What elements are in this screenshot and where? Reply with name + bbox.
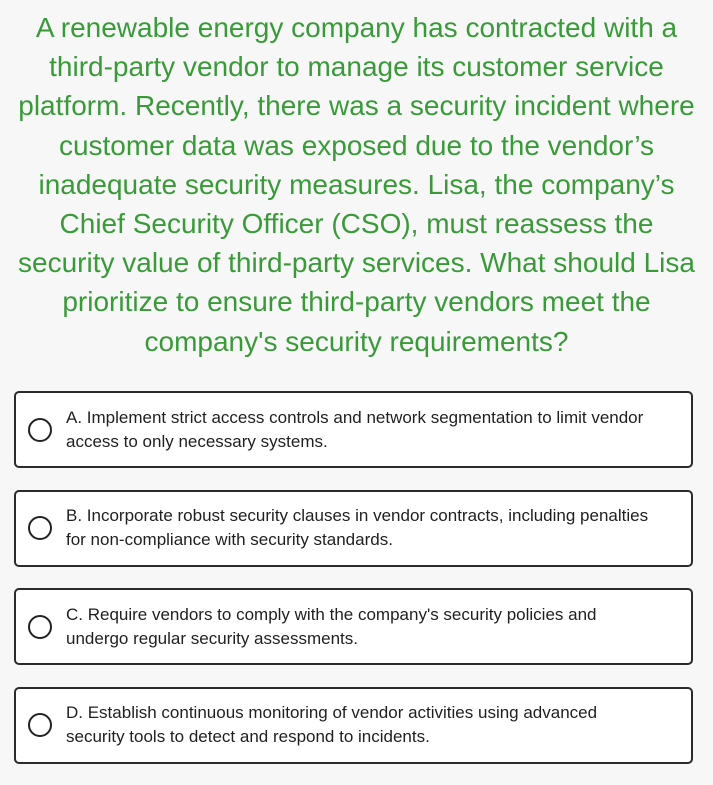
option-a-label: A. Implement strict access controls and network segmentation to limit vendor access to only necessary systems. — [66, 407, 644, 451]
radio-unchecked-icon[interactable] — [28, 615, 52, 639]
answer-options — [14, 391, 693, 785]
option-b-label: B. Incorporate robust security clauses in vendor contracts, including penalties for non-compliance with security standards. — [66, 506, 649, 549]
option-a[interactable] — [14, 391, 693, 468]
radio-unchecked-icon[interactable] — [28, 516, 52, 540]
option-c[interactable] — [14, 588, 693, 665]
radio-unchecked-icon[interactable] — [28, 418, 52, 442]
option-b[interactable] — [14, 490, 693, 567]
option-c-label: C. Require vendors to comply with the company's security policies and undergo regular security assessments. — [66, 604, 597, 648]
option-d[interactable] — [14, 687, 693, 764]
option-d-label: D. Establish continuous monitoring of vendor activities using advanced security tools to detect and respond to incidents. — [66, 703, 598, 746]
radio-unchecked-icon[interactable] — [28, 713, 52, 737]
question-text: A renewable energy company has contracted with a third-party vendor to manage its customer service platform. Recently, there was a security incident where customer data was exposed due to the vendor’s inadequate security measures. Lisa, the company’s Chief Security Officer (CSO), must reassess the security value of third-party services. What should Lisa prioritize to ensure third-party vendors meet the company's security requirements? — [18, 12, 695, 357]
